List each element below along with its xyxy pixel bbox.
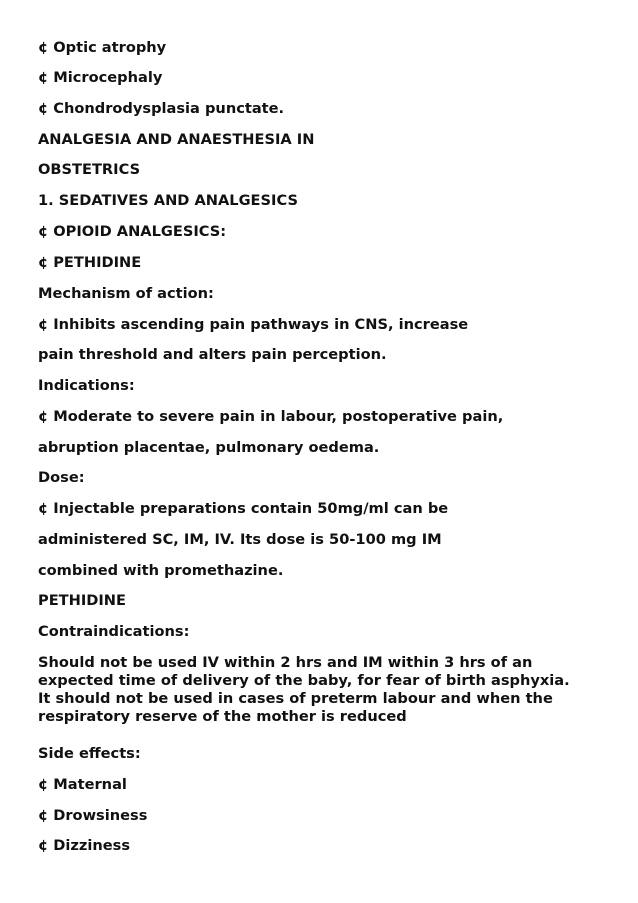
- bullet-optic-atrophy: ¢ Optic atrophy: [38, 39, 167, 56]
- indications-text-line-2: abruption placentae, pulmonary oedema.: [38, 439, 380, 456]
- dose-text-line-3: combined with promethazine.: [38, 562, 284, 579]
- subheading-sedatives: 1. SEDATIVES AND ANALGESICS: [38, 192, 298, 209]
- label-mechanism: Mechanism of action:: [38, 285, 214, 302]
- bullet-maternal: ¢ Maternal: [38, 776, 127, 793]
- contraindications-paragraph: [38, 654, 628, 726]
- bullet-microcephaly: ¢ Microcephaly: [38, 69, 163, 86]
- section-heading-line-2: OBSTETRICS: [38, 161, 141, 178]
- bullet-opioid-analgesics: ¢ OPIOID ANALGESICS:: [38, 223, 227, 240]
- section-heading-line-1: ANALGESIA AND ANAESTHESIA IN: [38, 131, 315, 148]
- label-contraindications: Contraindications:: [38, 623, 190, 640]
- contraindications-line-1: Should not be used IV within 2 hrs and IM within 3 hrs of an: [38, 654, 533, 671]
- bullet-drowsiness: ¢ Drowsiness: [38, 807, 148, 824]
- mechanism-text-line-1: ¢ Inhibits ascending pain pathways in CNS, increase: [38, 316, 469, 333]
- dose-text-line-1: ¢ Injectable preparations contain 50mg/ml can be: [38, 500, 449, 517]
- indications-text-line-1: ¢ Moderate to severe pain in labour, postoperative pain,: [38, 408, 504, 425]
- bullet-chondrodysplasia: ¢ Chondrodysplasia punctate.: [38, 100, 285, 117]
- mechanism-text-line-2: pain threshold and alters pain perception.: [38, 346, 387, 363]
- label-side-effects: Side effects:: [38, 745, 141, 762]
- dose-text-line-2: administered SC, IM, IV. Its dose is 50-100 mg IM: [38, 531, 442, 548]
- bullet-dizziness: ¢ Dizziness: [38, 837, 131, 854]
- label-indications: Indications:: [38, 377, 135, 394]
- label-dose: Dose:: [38, 469, 85, 486]
- contraindications-line-3: It should not be used in cases of preterm labour and when the: [38, 690, 553, 707]
- contraindications-line-4: respiratory reserve of the mother is reduced: [38, 708, 407, 725]
- contraindications-line-2: expected time of delivery of the baby, for fear of birth asphyxia.: [38, 672, 570, 689]
- heading-pethidine: PETHIDINE: [38, 592, 126, 609]
- bullet-pethidine: ¢ PETHIDINE: [38, 254, 142, 271]
